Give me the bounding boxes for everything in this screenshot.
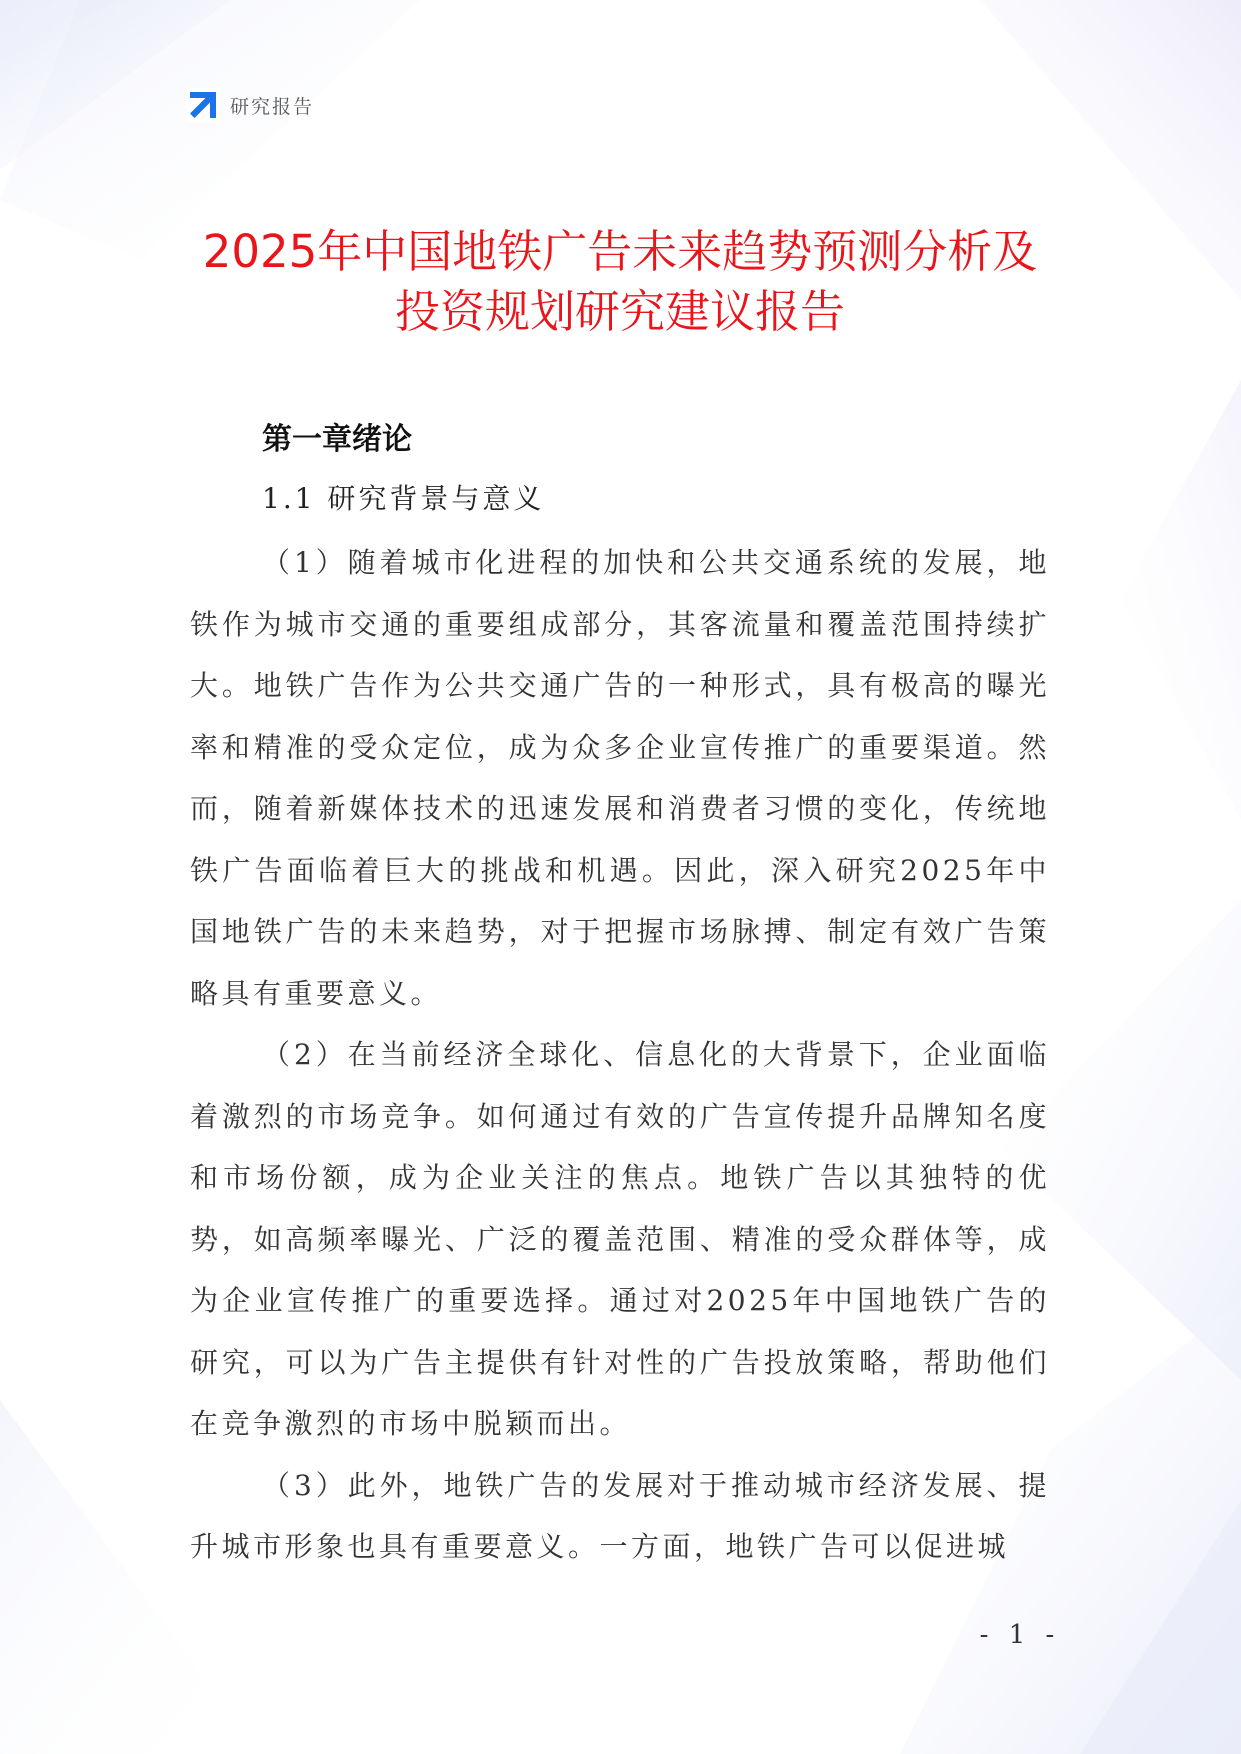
arrow-up-right-icon — [186, 88, 220, 122]
section-heading: 1.1 研究背景与意义 — [262, 482, 545, 515]
header-label: 研究报告 — [230, 95, 315, 118]
document-body — [190, 410, 1050, 1578]
page-number: - 1 - — [979, 1620, 1061, 1650]
paragraph-2: （2）在当前经济全球化、信息化的大背景下，企业面临着激烈的市场竞争。如何通过有效的广告宣传提升品牌知名度和市场份额，成为企业关注的焦点。地铁广告以其独特的优势，如高频率曝光、广泛的覆盖范围、精准的受众群体等，成为企业宣传推广的重要选择。通过对2025年中国地铁广告的研究，可以为广告主提供有针对性的广告投放策略，帮助他们在竞争激烈的市场中脱颖而出。 — [190, 1038, 1050, 1440]
report-title — [140, 222, 1100, 342]
report-header — [186, 87, 314, 123]
paragraph-3: （3）此外，地铁广告的发展对于推动城市经济发展、提升城市形象也具有重要意义。一方面，地铁广告可以促进城 — [190, 1468, 1050, 1563]
chapter-heading: 第一章绪论 — [262, 422, 412, 457]
title-line-1: 2025年中国地铁广告未来趋势预测分析及 — [202, 225, 1038, 278]
title-line-2: 投资规划研究建议报告 — [394, 285, 845, 338]
paragraph-1: （1）随着城市化进程的加快和公共交通系统的发展，地铁作为城市交通的重要组成部分，其客流量和覆盖范围持续扩大。地铁广告作为公共交通广告的一种形式，具有极高的曝光率和精准的受众定位，成为众多企业宣传推广的重要渠道。然而，随着新媒体技术的迅速发展和消费者习惯的变化，传统地铁广告面临着巨大的挑战和机遇。因此，深入研究2025年中国地铁广告的未来趋势，对于把握市场脉搏、制定有效广告策略具有重要意义。 — [190, 546, 1050, 1010]
